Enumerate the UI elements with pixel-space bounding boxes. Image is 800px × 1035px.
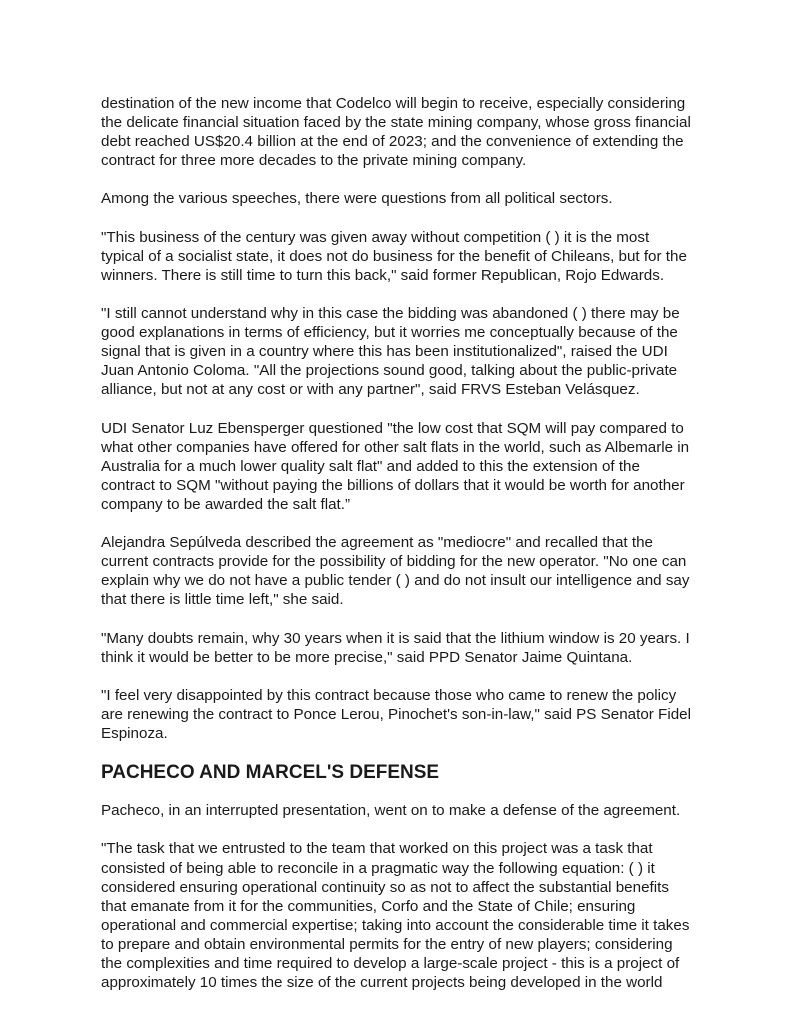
text-line: company to be awarded the salt flat.” [101,495,351,513]
paragraph-quote-rojo-edwards [101,228,721,285]
text-line: the complexities and time required to develop a large-scale project - this is a project of [101,955,680,973]
text-line: contract to SQM "without paying the billions of dollars that it would be worth for another [101,476,685,494]
text-line: debt reached US$20.4 billion at the end of 2023; and the convenience of extending the [101,133,684,151]
text-line: UDI Senator Luz Ebensperger questioned "the low cost that SQM will pay compared to [101,419,684,437]
text-line: that there is little time left," she said. [101,591,344,609]
text-line: that emanate from it for the communities, Corfo and the State of Chile; ensuring [101,897,636,915]
text-line: Australia for a much lower quality salt flat" and added to this the extension of the [101,457,640,475]
text-line: Espinoza. [101,725,168,743]
text-line: alliance, but not at any cost or with any partner", said FRVS Esteban Velásquez. [101,381,640,399]
text-line: "This business of the century was given away without competition ( ) it is the most [101,228,650,246]
text-line: "I still cannot understand why in this case the bidding was abandoned ( ) there may be [101,305,680,323]
text-line: consisted of being able to reconcile in a pragmatic way the following equation: ( ) it [101,859,655,877]
text-line: "The task that we entrusted to the team that worked on this project was a task that [101,840,653,858]
text-line: "I feel very disappointed by this contract because those who came to renew the policy [101,686,677,704]
section-heading: PACHECO AND MARCEL'S DEFENSE [101,762,440,784]
paragraph-quote-pacheco [101,839,721,992]
text-line: considered ensuring operational continuity so as not to affect the substantial benefits [101,878,669,896]
paragraph-quote-sepulveda [101,533,721,609]
text-line: signal that is given in a country where this has been institutionalized", raised the UDI [101,343,668,361]
paragraph-quote-quintana [101,629,721,667]
text-line: what other companies have offered for other salt flats in the world, such as Albemarle in [101,438,690,456]
text-line: good explanations in terms of efficiency, but it worries me conceptually because of the [101,324,678,342]
article-body [101,94,721,1011]
paragraph-quote-espinoza [101,686,721,743]
paragraph-speeches [101,189,721,208]
text-line: typical of a socialist state, it does not do business for the benefit of Chileans, but for the [101,247,687,265]
text-line: current contracts provide for the possibility of bidding for the new operator. "No one can [101,553,687,571]
text-line: destination of the new income that Codelco will begin to receive, especially considering [101,95,686,112]
text-line: think it would be better to be more precise," said PPD Senator Jaime Quintana. [101,648,633,666]
paragraph-quote-ebensperger [101,419,721,514]
text-line: operational and commercial expertise; taking into account the considerable time it takes [101,916,690,934]
text-line: explain why we do not have a public tender ( ) and do not insult our intelligence and say [101,572,690,590]
text-line: approximately 10 times the size of the current projects being developed in the world [101,974,663,992]
text-line: winners. There is still time to turn this back," said former Republican, Rojo Edwards. [101,266,665,284]
text-line: are renewing the contract to Ponce Lerou, Pinochet's son-in-law," said PS Senator Fidel [101,706,691,723]
text-line: Among the various speeches, there were questions from all political sectors. [101,190,613,208]
text-line: Alejandra Sepúlveda described the agreement as "mediocre" and recalled that the [101,534,653,552]
text-line: contract for three more decades to the private mining company. [101,152,527,170]
text-line: the delicate financial situation faced by the state mining company, whose gross financial [101,114,691,132]
paragraph-quote-coloma-velasquez [101,304,721,399]
text-line: "Many doubts remain, why 30 years when it is said that the lithium window is 20 years. I [101,629,690,647]
text-line: to prepare and obtain environmental permits for the entry of new players; considering [101,935,673,953]
paragraph-codelco-income [101,94,721,170]
paragraph-pacheco-intro [101,801,721,820]
text-line: Juan Antonio Coloma. "All the projections sound good, talking about the public-private [101,362,678,380]
text-line: Pacheco, in an interrupted presentation, went on to make a defense of the agreement. [101,802,681,820]
